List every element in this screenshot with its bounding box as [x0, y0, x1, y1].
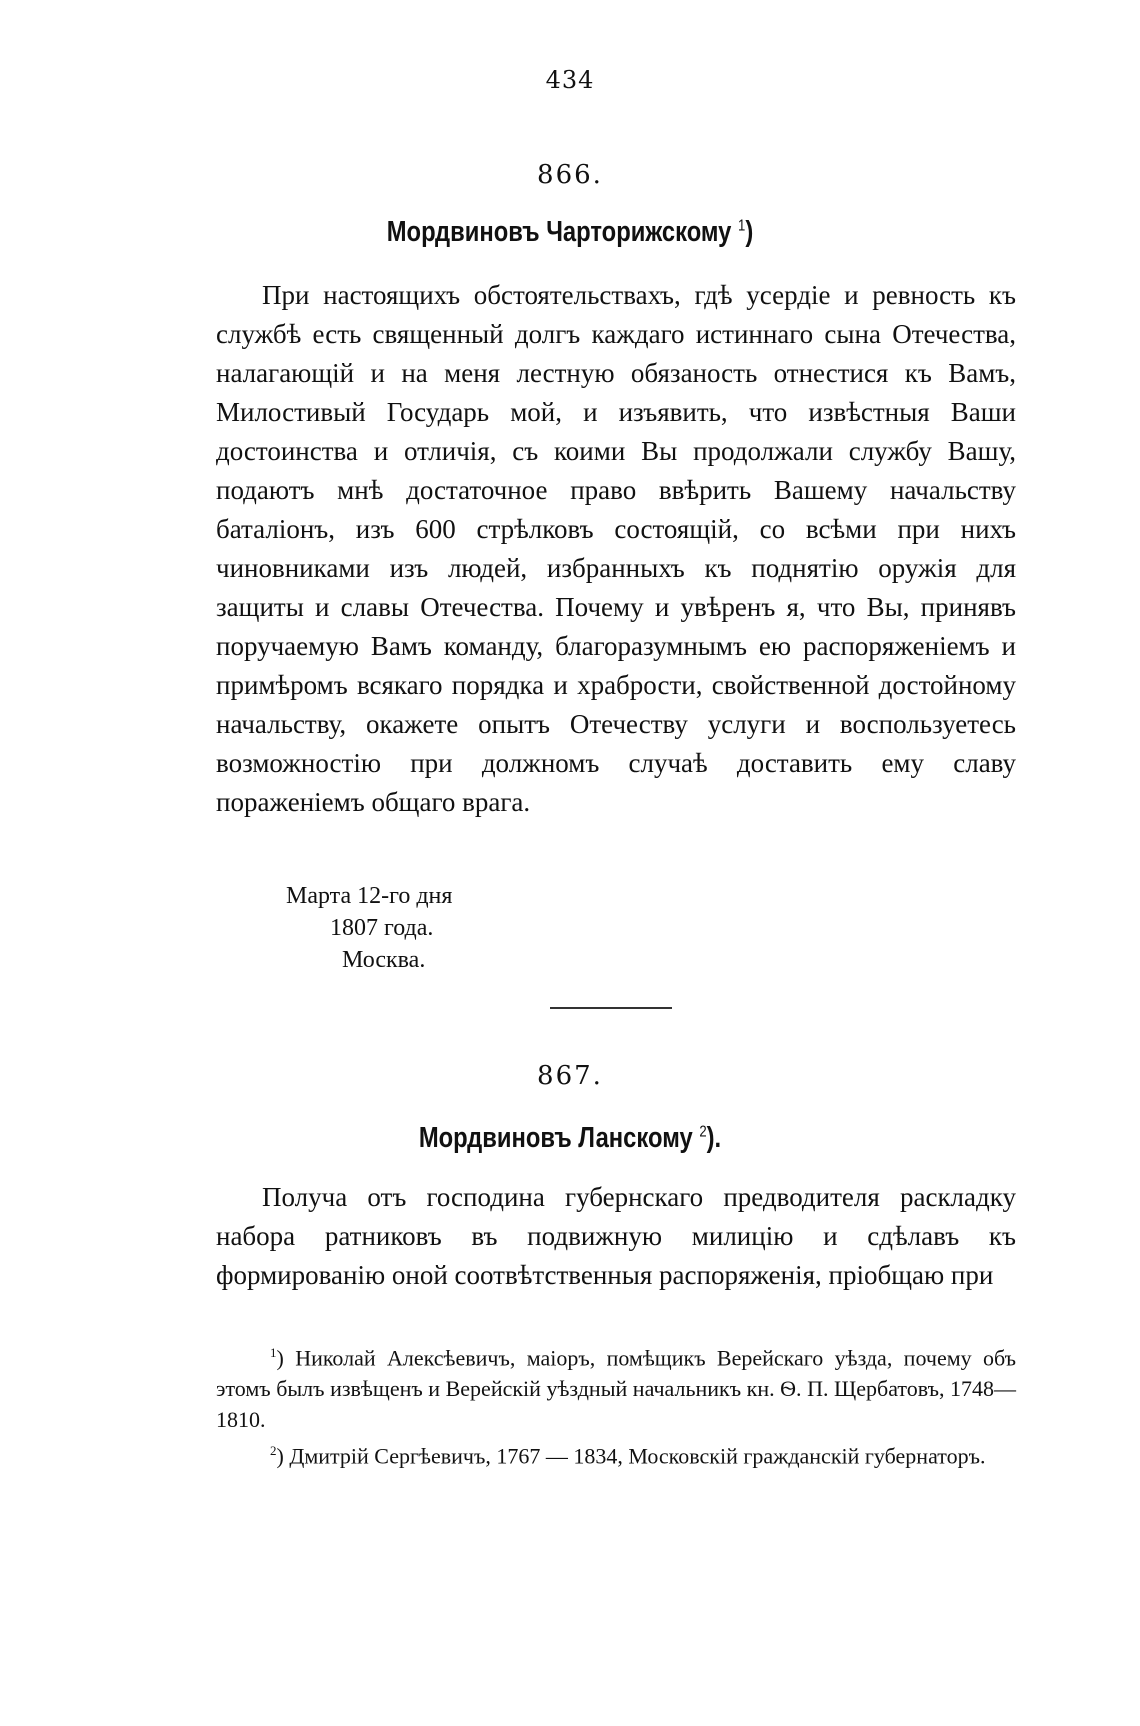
letter-title — [103, 216, 1038, 249]
footnote-text: Николай Алексѣевичъ, маіоръ, помѣщикъ Верейскаго уѣзда, почему объ этомъ былъ извѣщенъ и Верейскій уѣздный начальникъ кн. Ѳ. П. Щербатовъ, 1748—1810. — [216, 1345, 1017, 1433]
footnote-mark-close: ) — [276, 1443, 284, 1469]
letter-date: Марта 12-го дня — [286, 883, 453, 909]
footnote-reference-close: ). — [706, 1122, 722, 1154]
letter-title — [103, 1122, 1038, 1155]
letter-body: Получа отъ господина губернскаго предводителя раскладку набора ратниковъ въ подвижную милицію и сдѣлавъ къ формированію оной соотвѣтственныя распоряженія, пріобщаю при — [216, 1182, 1016, 1290]
footnote-mark: 1 — [270, 1345, 277, 1360]
page-number: 434 — [545, 66, 595, 94]
footnote-mark-close: ) — [276, 1345, 284, 1371]
footnote-reference: 2 — [699, 1123, 707, 1141]
footnote-reference: 1 — [738, 217, 746, 235]
letter-place: Москва. — [342, 947, 426, 973]
letter-number: 867. — [537, 1061, 603, 1091]
letter-body: При настоящихъ обстоятельствахъ, гдѣ усердіе и ревность къ службѣ есть священный долгъ каждаго истиннаго сына Отечества, налагающій и на меня лестную обязаность отнестися къ Вамъ, Милостивый Государь мой, и изъявить, что извѣстныя Ваши достоинства и отличія, съ коими Вы продолжали службу Вашу, подаютъ мнѣ достаточное право ввѣрить Вашему начальству баталіонъ, изъ 600 стрѣлковъ состоящій, со всѣми при нихъ чиновниками изъ людей, избранныхъ къ поднятію оружія для защиты и славы Отечества. Почему и увѣренъ я, что Вы, принявъ поручаемую Вамъ команду, благоразумнымъ ею распоряженіемъ и примѣромъ всякаго порядка и храбрости, свойственной достойному начальству, окажете опытъ Отечеству услуги и воспользуетесь возможностію при должномъ случаѣ доставить ему славу пораженіемъ общаго врага. — [216, 280, 1016, 817]
footnote-reference-close: ) — [745, 216, 754, 248]
letter-title-text: Мордвиновъ Чарторижскому — [386, 216, 732, 248]
section-divider — [550, 1007, 672, 1009]
footnote-mark: 2 — [270, 1443, 277, 1459]
letter-number: 866. — [537, 160, 603, 190]
footnotes — [216, 1337, 1016, 1472]
footnote-text: Дмитрій Сергѣевичъ, 1767 — 1834, Московскій гражданскій губернаторъ. — [289, 1443, 986, 1469]
footnote — [216, 1435, 1016, 1471]
letter-title-text: Мордвиновъ Ланскому — [418, 1122, 693, 1154]
letter-year: 1807 года. — [330, 915, 434, 941]
footnote — [216, 1337, 1016, 1435]
